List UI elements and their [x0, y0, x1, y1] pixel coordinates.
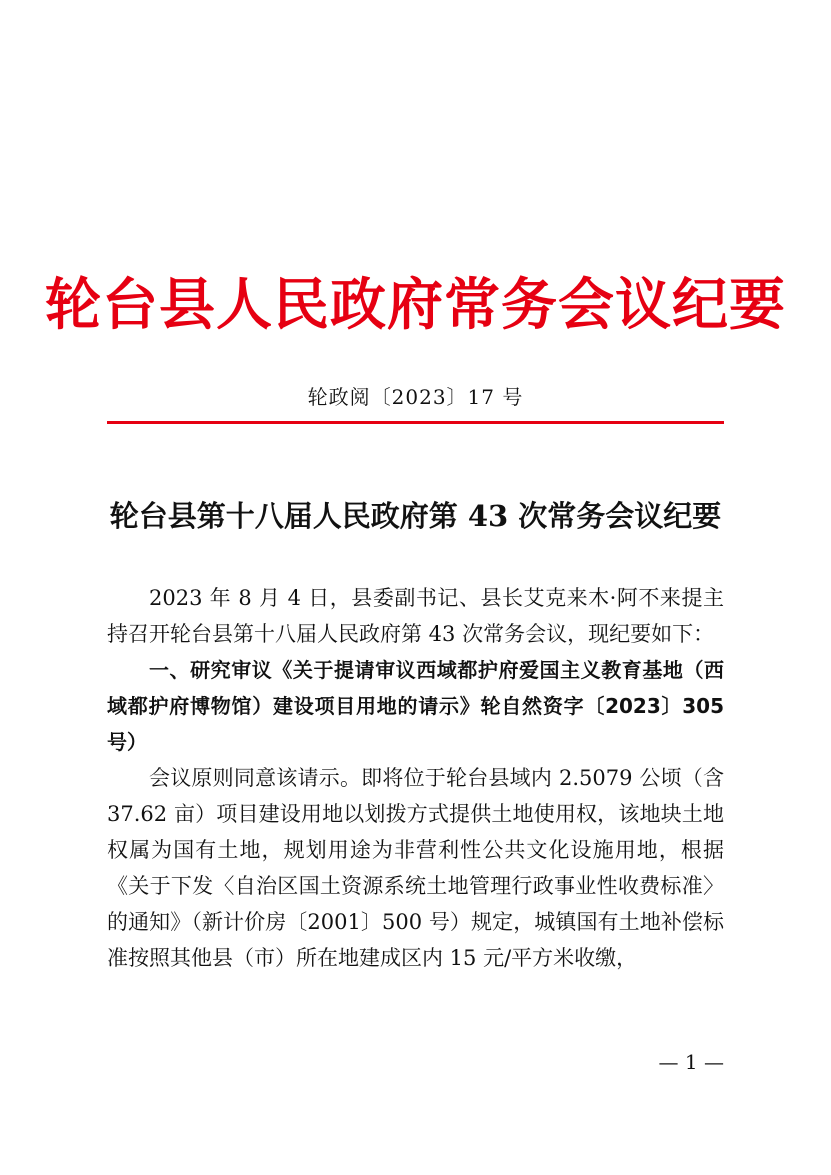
section-1-body: 会议原则同意该请示。即将位于轮台县域内 2.5079 公顷（含 37.62 亩）项目建设用地以划拨方式提供土地使用权，该地块土地权属为国有土地，规划用途为非营利性公共文化设施用地，根据《关于下发〈自治区国土资源系统土地管理行政事业性收费标准〉的通知》（新计价房〔2001〕500 号）规定，城镇国有土地补偿标准按照其他县（市）所在地建成区内 15 元/平方米收缴， — [107, 766, 724, 970]
red-divider-line — [107, 421, 724, 424]
section-1-heading: 一、研究审议《关于提请审议西域都护府爱国主义教育基地（西域都护府博物馆）建设项目用地的请示》轮自然资字〔2023〕305 号） — [107, 658, 724, 754]
page-number: — 1 — — [658, 1050, 724, 1074]
meeting-title: 轮台县第十八届人民政府第 43 次常务会议纪要 — [109, 499, 722, 533]
document-body — [107, 580, 724, 976]
document-number: 轮政阅〔2023〕17 号 — [307, 385, 524, 409]
document-header-title: 轮台县人民政府常务会议纪要 — [45, 273, 786, 338]
intro-paragraph: 2023 年 8 月 4 日，县委副书记、县长艾克来木·阿不来提主持召开轮台县第十八届人民政府第 43 次常务会议，现纪要如下： — [107, 586, 724, 646]
